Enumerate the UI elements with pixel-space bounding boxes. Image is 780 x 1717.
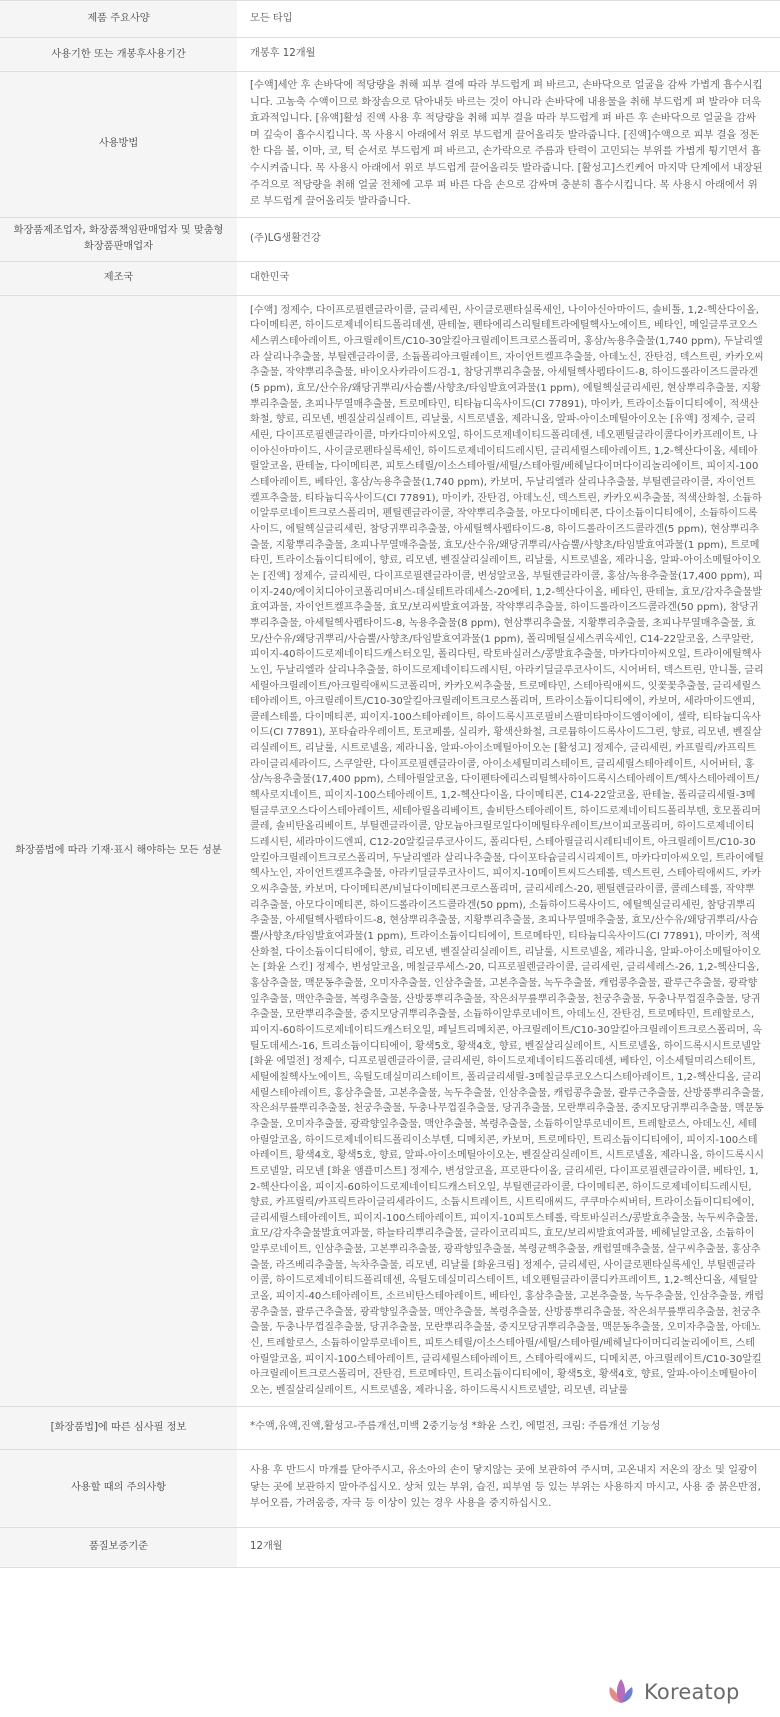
spec-row-cautions: [0, 1449, 780, 1527]
spec-label: 사용할 때의 주의사항: [0, 1449, 237, 1527]
spec-label: 품질보증기준: [0, 1527, 237, 1567]
spec-value: 개봉후 12개월: [237, 38, 780, 72]
spec-label: 사용기한 또는 개봉후사용기간: [0, 38, 237, 72]
spec-value: 모든 타입: [237, 1, 780, 38]
spec-value: [수액]세안 후 손바닥에 적당량을 취해 피부 결에 따라 부드럽게 펴 바르고, 손바닥으로 얼굴을 감싸 가볍게 흡수시킵니다. 고농축 수액이므로 화장솜으로 닦아내듯 바르는 것이 아니라 손바닥에 내용물을 취해 부드럽게 펴 발라야 더욱 효과적입니다. [유액]활성 진액 사용 후 적당량을 취해 피부 결을 따라 부드럽게 펴 바른 후 손바닥으로 얼굴을 감싸며 깊숙이 흡수시킵니다. 목 사용시 아래에서 위로 부드럽게 끌어올리듯 발라줍니다. [진액]수액으로 피부 결을 정돈한 다음 볼, 이마, 코, 턱 순서로 부드럽게 펴 바르고, 손가락으로 주름과 탄력이 고민되는 부위를 가볍게 튕기면서 흡수시켜줍니다. 목 사용시 아래에서 위로 부드럽게 끌어올리듯 발라줍니다. [활성고]스킨케어 마지막 단계에서 내장된 주걱으로 적당량을 취해 얼굴 전체에 고루 펴 바른 다음 손으로 감싸며 충분히 흡수시킵니다. 목 사용시 아래에서 위로 부드럽게 끌어올리듯 발라줍니다.: [237, 72, 780, 218]
spec-value: (주)LG생활건강: [237, 217, 780, 261]
spec-label: 제품 주요사양: [0, 1, 237, 38]
spec-value: [수액] 정제수, 다이프로필렌글라이콜, 글리세린, 사이클로펜타실록세인, 나이아신아마이드, 솔비톨, 1,2-헥산다이올, 다이메티콘, 하이드로제네이티드폴리데센, 판테놀, 펜타에리스리틸테트라에틸헥사노에이트, 베타인, 메일글루코오스세스퀴스테아레이트, 아크릴레이트/C10-30알킬아크릴레이트크로스폴리머, 홍삼/녹용추출물(1,740 ppm), 두날리엘라 살리나추출물, 부틸렌글라이콜, 소듐폴리아크릴레이트, 자이언트켈프추출물, 아데노신, 잔탄검, 덱스트린, 카카오씨추출물, 작약뿌리추출물, 바이오사카라이드검-1, 참당귀뿌리추출물, 아세틸헥사펩타이드-8, 하이드롤라이즈드콜라겐(5 ppm), 효모/산수유/왜당귀뿌리/사슴뿔/사향초/타임발효여과물(1 ppm), 에틸헥실글리세린, 현삼뿌리추출물, 지황뿌리추출물, 초피나무열매추출물, 트로메타민, 티타늄디옥사이드(CI 77891), 마이카, 트라이소듐이디티에이, 적색산화철, 향료, 리모넨, 벤질살리실레이트, 리날룰, 시트로넬올, 제라니올, 알파-아이소메틸아이오논 [유액] 정제수, 글리세린, 다이프로필렌글라이콜, 마카다미아씨오일, 하이드로제네이티드폴리데센, 네오펜틸글라이콜다이카프레이트, 나이아신아마이드, 사이클로펜타실록세인, 하이드로제네이티드레시틴, 글리세릴스테아레이트, 1,2-헥산다이올, 세테아릴알코올, 판테놀, 다이메티콘, 피토스테릴/이소스테아릴/세틸/스테아릴/베헤닐다이머다이리놀리에이트, 피이지-100스테아레이트, 베타인, 홍삼/녹용추출물(1,740 ppm), 카보머, 두날리엘라 살리나추출물, 부틸렌글라이콜, 자이언트켈프추출물, 티타늄디옥사이드(CI 77891), 마이카, 잔탄검, 아데노신, 덱스트린, 카카오씨추출물, 적색산화철, 소듐하이알루로네이트크로스폴리머, 펜틸렌글라이콜, 작약뿌리추출물, 아모다이메티콘, 다이소듐이디티에이, 소듐하이드록사이드, 에틸헥실글리세린, 참당귀뿌리추출물, 아세틸헥사펩타이드-8, 하이드롤라이즈드콜라겐(5 ppm), 현삼뿌리추출물, 지황뿌리추출물, 초피나무열매추출물, 효모/산수유/왜당귀뿌리/사슴뿔/사향초/타임발효여과물(1 ppm), 트로메타민, 트라이소듐이디티에이, 향료, 리모넨, 벤질살리실레이트, 리날룰, 시트로넬올, 제라니올, 알파-아이소메틸아이오논 [진액] 정제수, 글리세린, 다이프로필렌글라이콜, 변성알코올, 부틸렌글라이콜, 홍삼/녹용추출물(17,400 ppm), 피이지-240/에이치디아이코폴리머비스-데실테트라데세스-20에터, 1,2-헥산다이올, 베타인, 판테놀, 효모/감자추출물발효여과물, 자이언트켈프추출물, 효모/보리씨발효여과물, 작약뿌리추출물, 하이드롤라이즈드콜라겐(50 ppm), 참당귀뿌리추출물, 아세틸헥사펩타이드-8, 녹용추출물(8 ppm), 현삼뿌리추출물, 지황뿌리추출물, 초피나무열매추출물, 효모/산수유/왜당귀뿌리/사슴뿔/사향초/타임발효여과물(1 ppm), 폴리메틸실세스퀴옥세인, C14-22알코올, 스쿠알란, 피이지-40하이드로제네이티드캐스터오일, 폴리다틴, 락토바실러스/콩발효추출물, 마카다미아씨오일, 트라이에틸헥사노인, 두날리엘라 살리나추출물, 하이드로제네이티드레시틴, 아라키딜글루코사이드, 시어버터, 덱스트린, 만니톨, 글리세릴아크릴레이트/아크릴릭애씨드코폴리머, 카카오씨추출물, 트로메타민, 스테아릭애씨드, 잇꽃꽃추출물, 글리세릴스테아레이트, 아크릴레이트/C10-30알킬아크릴레이트크로스폴리머, 트라이소듐이디티에이, 카보머, 세라마이드엔피, 콜레스테롤, 다이메티콘, 피이지-100스테아레이트, 하이드록시프로필비스팔미타마이드엠이에이, 셀락, 티타늄디옥사이드(CI 77891), 포타슘라우레이트, 토코페롤, 실리카, 황색산화철, 크로뮴하이드록사이드그린, 향료, 리모넨, 벤질살리실레이트, 리날룰, 시트로넬올, 제라니올, 알파-아이소메틸아이오논 [활성고] 정제수, 글리세린, 카프릴릭/카프릭트라이글리세라이드, 스쿠알란, 다이프로필렌글라이콜, 아이소세틸미리스테이트, 글리세릴스테아레이트, 시어버터, 홍삼/녹용추출물(17,400 ppm), 스테아릴알코올, 다이펜타에리스리틸헥사하이드록시스테아레이트/헥사스테아레이트/헥사로지네이트, 피이지-100스테아레이트, 1,2-헥산다이올, 다이메티콘, C14-22알코올, 판테놀, 폴리글리세릴-3메틸글루코오스다이스테아레이트, 세테아릴올리베이트, 솔비탄스테아레이트, 하이드로제네이티드폴리부텐, 호모폴리머콜레, 솔비탄올리베이트, 부틸렌글라이콜, 암모늄아크릴로일다이메틸타우레이트/브이피코폴리머, 하이드로제네이티드레시틴, 세라마이드엔피, C12-20알킬글루코사이드, 폴리다틴, 스테아릴글리시레티네이트, 아크릴레이트/C10-30알킬아크릴레이트크로스폴리머, 두날리엘라 살리나추출물, 다이포타슘글리시리제이트, 마카다미아씨오일, 트라이에틸헥사노인, 자이언트켈프추출물, 아라키딜글루코사이드, 피이지-10메이트씨드스테롤, 덱스트린, 스테아릭애씨드, 카카오씨추출물, 카보머, 다이메티콘/비닐다이메티콘크로스폴리머, 글리세레스-20, 펜틸렌글라이콜, 콜레스테롤, 작약뿌리추출물, 아모다이메티콘, 하이드롤라이즈드콜라겐(50 ppm), 소듐하이드록사이드, 에틸헥실글리세린, 참당귀뿌리추출물, 아세틸헥사펩타이드-8, 현삼뿌리추출물, 지황뿌리추출물, 초피나무열매추출물, 효모/산수유/왜당귀뿌리/사슴뿔/사향초/타임발효여과물(1 ppm), 트라이소듐이디티에이, 트로메타민, 티타늄디옥사이드(CI 77891), 마이카, 적색산화철, 다이소듐이디티에이, 향료, 리모넨, 벤질살리실레이트, 리날룰, 시트로넬올, 제라니올, 알파-아이소메틸아이오논 [화윤 스킨] 정제수, 변성알코올, 메칠글루세스-20, 디프로필렌글라이콜, 글리세린, 글리세레스-26, 1,2-헥산디올, 홍삼추출물, 맥문동추출물, 오미자추출물, 인삼추출물, 고본추출물, 녹두추출물, 캐럽콩추출물, 괄루근추출물, 광곽향잎추출물, 맥안추출물, 복령추출물, 산방풍뿌리추출물, 작은쇠무릎뿌리추출물, 천궁추출물, 두충나무껍질추출물, 당귀추출물, 모란뿌리추출물, 중지모당귀뿌리추출물, 소듐하이알루로네이트, 아데노신, 잔탄검, 트로메타민, 트레할로스, 피이지-60하이드로제네이티드캐스터오일, 페닐트리메치콘, 아크릴레이트/C10-30알킬아크릴레이트크로스폴리머, 옥틸도데세스-16, 트리소듐이디티에이, 황색5호, 황색4호, 향료, 벤질살리실레이트, 시트로넬올, 하이드록시시트로넬알 [화윤 에멀전] 정제수, 디프로필렌글라이콜, 글리세린, 하이드로제네이티드폴리데센, 베타인, 이소세틸미리스테이트, 세틸에칠헥사노에이트, 옥틸도데실미리스테이트, 폴리글리세릴-3메칠글루코오스디스테아레이트, 1,2-헥산디올, 글리세릴스테아레이트, 홍삼추출물, 고본추출물, 녹두추출물, 인삼추출물, 캐럽콩추출물, 괄루근추출물, 산방풍뿌리추출물, 작은쇠무릎뿌리추출물, 천궁추출물, 두충나무껍질추출물, 당귀추출물, 모란뿌리추출물, 중지모당귀뿌리추출물, 맥문동추출물, 오미자추출물, 광곽향잎추출물, 맥안추출물, 복령추출물, 소듐하이알루로네이트, 트레할로스, 아데노신, 세테아릴알코올, 하이드로제네이티드폴리이소부텐, 디메치콘, 카보머, 트로메타민, 트리소듐이디티에이, 피이지-100스테아레이트, 황색4호, 황색5호, 향료, 알파-아이소메틸아이오논, 벤질살리실레이트, 시트로넬올, 제라니올, 하이드록시시트로넬알, 리모넨 [화윤 앰플미스트] 정제수, 변성알코올, 프로판다이올, 글리세린, 다이프로필렌글라이콜, 베타인, 1,2-헥산다이올, 피이지-60하이드로제네이티드캐스터오일, 부틸렌글라이콜, 다이메티콘, 하이드로제네이티드레시틴, 향료, 카프릴릭/카프릭트라이글리세라이드, 소듐시트레이트, 시트릭애씨드, 쿠쿠마수씨버터, 트라이소듐이디티에이, 글리세릴스테아레이트, 피이지-100스테아레이트, 피이지-10피토스테롤, 락토바실러스/콩발효추출물, 녹두씨추출물, 효모/감자추출물발효여과물, 하늘타리뿌리추출물, 글라이코리피드, 효모/보리씨발효여과물, 베헤닐알코올, 소듐하이알루로네이트, 인삼추출물, 고본뿌리추출물, 광곽향잎추출물, 복령균핵추출물, 캐럽열매추출물, 살구씨추출물, 홍삼추출물, 라즈베리추출물, 녹차추출물, 리모넨, 리날룰 [화윤크림] 정제수, 글리세린, 사이클로펜타실록세인, 부틸렌글라이콜, 하이드로제네이티드폴리데센, 옥틸도데실미리스테이트, 네오펜틸글라이콜디카프레이트, 1,2-헥산디올, 세틸알코올, 피이지-40스테아레이트, 소르비탄스테아레이트, 베타인, 홍삼추출물, 고본추출물, 녹두추출물, 인삼추출물, 캐럽콩추출물, 괄루근추출물, 광곽향잎추출물, 맥안추출물, 복령추출물, 산방풍뿌리추출물, 작은쇠무릎뿌리추출물, 천궁추출물, 두충나무껍질추출물, 당귀추출물, 모란뿌리추출물, 중지모당귀뿌리추출물, 맥문동추출물, 오미자추출물, 아데노신, 트레할로스, 소듐하이알루로네이트, 피토스테릴/이소스테아릴/세틸/스테아릴/베헤닐다이머디리놀리에이트, 스테아릴알코올, 피이지-100스테아레이트, 글리세릴스테아레이트, 스테아릭애씨드, 디메치콘, 아크릴레이트/C10-30알킬아크릴레이트크로스폴리머, 잔탄검, 트로메타민, 트리소듐이디티에이, 황색5호, 황색4호, 향료, 알파-아이소메틸아이오논, 벤질살리실레이트, 시트로넬올, 제라니올, 하이드록시시트로넬알, 리모넨, 리날룰: [237, 295, 780, 1406]
spec-row-expiry: [0, 38, 780, 72]
spec-value: *수액,유액,진액,활성고-주름개선,미백 2중기능성 *화윤 스킨, 에멀전, 크림: 주름개선 기능성: [237, 1406, 780, 1449]
spec-row-country: [0, 261, 780, 295]
spec-label: 화장품법에 따라 기재·표시 해야하는 모든 성분: [0, 295, 237, 1406]
spec-label: 사용방법: [0, 72, 237, 218]
spec-label: 제조국: [0, 261, 237, 295]
spec-row-certification: [0, 1406, 780, 1449]
spec-label: [화장품법]에 따른 심사필 정보: [0, 1406, 237, 1449]
spec-row-specification: [0, 1, 780, 38]
lotus-icon: [604, 1675, 638, 1709]
spec-value: 대한민국: [237, 261, 780, 295]
spec-label: 화장품제조업자, 화장품책임판매업자 및 맞춤형 화장품판매업자: [0, 217, 237, 261]
koreatop-watermark: [604, 1672, 776, 1712]
spec-row-quality-guarantee: [0, 1527, 780, 1567]
spec-row-manufacturer: [0, 217, 780, 261]
spec-value: 사용 후 반드시 마개를 닫아주시고, 유소아의 손이 닿지않는 곳에 보관하여 주시며, 고온내지 저온의 장소 및 일광이 닿는 곳에 보관하지 말아주십시오. 상처 있는 부위, 습진, 피부염 등 있는 부위는 사용하지 마시고, 사용 중 붉은반점, 부어오름, 가려움증, 자극 등 이상이 있는 경우 사용을 중지하십시오.: [237, 1449, 780, 1527]
spec-row-usage: [0, 72, 780, 218]
spec-value: 12개월: [237, 1527, 780, 1567]
watermark-text: Koreatop: [644, 1680, 740, 1704]
spec-row-ingredients: [0, 295, 780, 1406]
